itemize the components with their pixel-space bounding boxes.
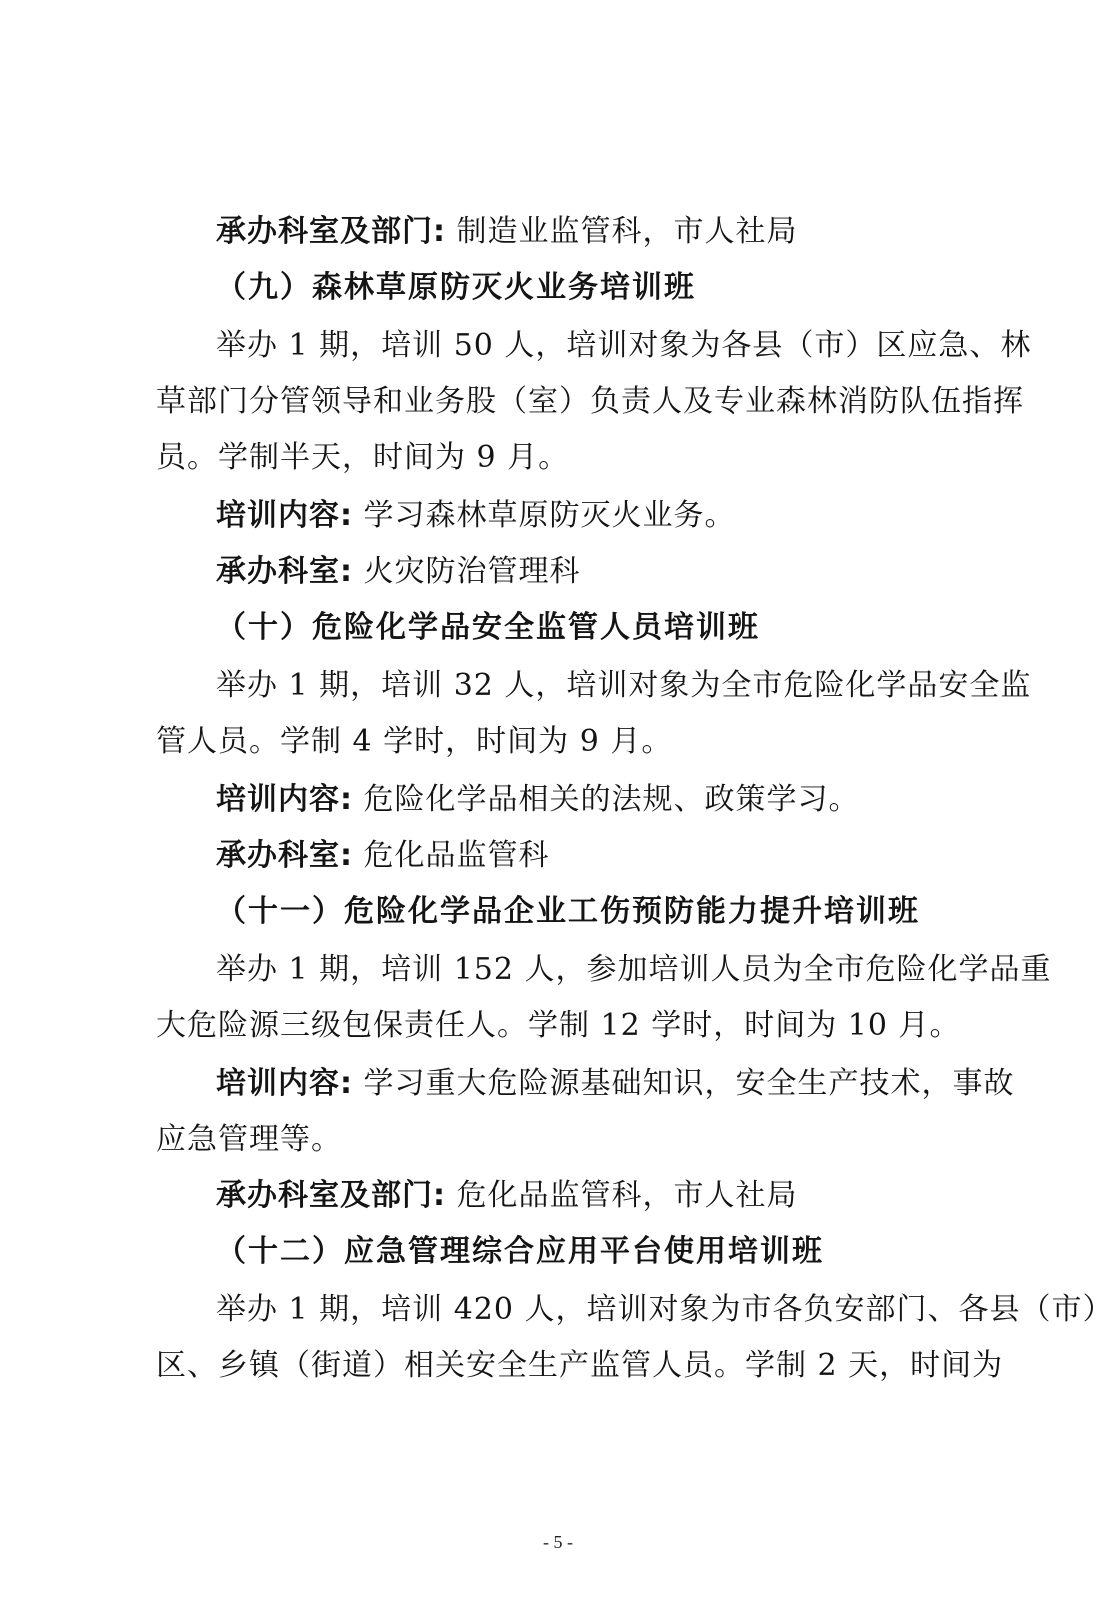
paragraph-line: 举办 1 期，培训 50 人，培训对象为各县（市）区应急、林 <box>216 328 1032 363</box>
organizer-text: 危化品监管科，市人社局 <box>456 1178 798 1213</box>
section-heading-12: （十二）应急管理综合应用平台使用培训班 <box>216 1234 824 1269</box>
section-heading-10: （十）危险化学品安全监管人员培训班 <box>216 610 760 645</box>
content-line <box>216 780 860 820</box>
content-text: 学习森林草原防灭火业务。 <box>363 498 736 533</box>
paragraph-line: 区、乡镇（街道）相关安全生产监管人员。学制 2 天，时间为 <box>156 1348 1004 1383</box>
page-number: - 5 - <box>543 1532 573 1552</box>
organizer-label: 承办科室: <box>216 554 353 589</box>
content-text: 学习重大危险源基础知识，安全生产技术，事故 <box>363 1066 1015 1101</box>
content-label: 培训内容: <box>216 498 353 533</box>
paragraph-line: 管人员。学制 4 学时，时间为 9 月。 <box>156 724 673 759</box>
paragraph-line: 员。学制半天，时间为 9 月。 <box>156 440 570 475</box>
content-line <box>216 1064 1015 1104</box>
organizer-text: 火灾防治管理科 <box>363 554 581 589</box>
section-heading-9: （九）森林草原防灭火业务培训班 <box>216 270 696 305</box>
organizer-label: 承办科室: <box>216 838 353 873</box>
paragraph-line: 应急管理等。 <box>156 1122 342 1157</box>
paragraph-line: 大危险源三级包保责任人。学制 12 学时，时间为 10 月。 <box>156 1008 961 1043</box>
content-label: 培训内容: <box>216 782 353 817</box>
organizer-label: 承办科室及部门: <box>216 214 446 249</box>
paragraph-line: 举办 1 期，培训 420 人，培训对象为市各负安部门、各县（市） <box>216 1292 1114 1327</box>
organizer-label: 承办科室及部门: <box>216 1178 446 1213</box>
organizer-line <box>216 1176 798 1216</box>
organizer-line <box>216 552 581 592</box>
organizer-line <box>216 212 798 252</box>
content-line <box>216 496 736 536</box>
organizer-text: 制造业监管科，市人社局 <box>456 214 798 249</box>
organizer-text: 危化品监管科 <box>363 838 550 873</box>
content-label: 培训内容: <box>216 1066 353 1101</box>
content-text: 危险化学品相关的法规、政策学习。 <box>363 782 860 817</box>
section-heading-11: （十一）危险化学品企业工伤预防能力提升培训班 <box>216 894 920 929</box>
paragraph-line: 举办 1 期，培训 152 人，参加培训人员为全市危险化学品重 <box>216 952 1052 987</box>
paragraph-line: 举办 1 期，培训 32 人，培训对象为全市危险化学品安全监 <box>216 668 1032 703</box>
organizer-line <box>216 836 550 876</box>
paragraph-line: 草部门分管领导和业务股（室）负责人及专业森林消防队伍指挥 <box>156 384 1024 419</box>
